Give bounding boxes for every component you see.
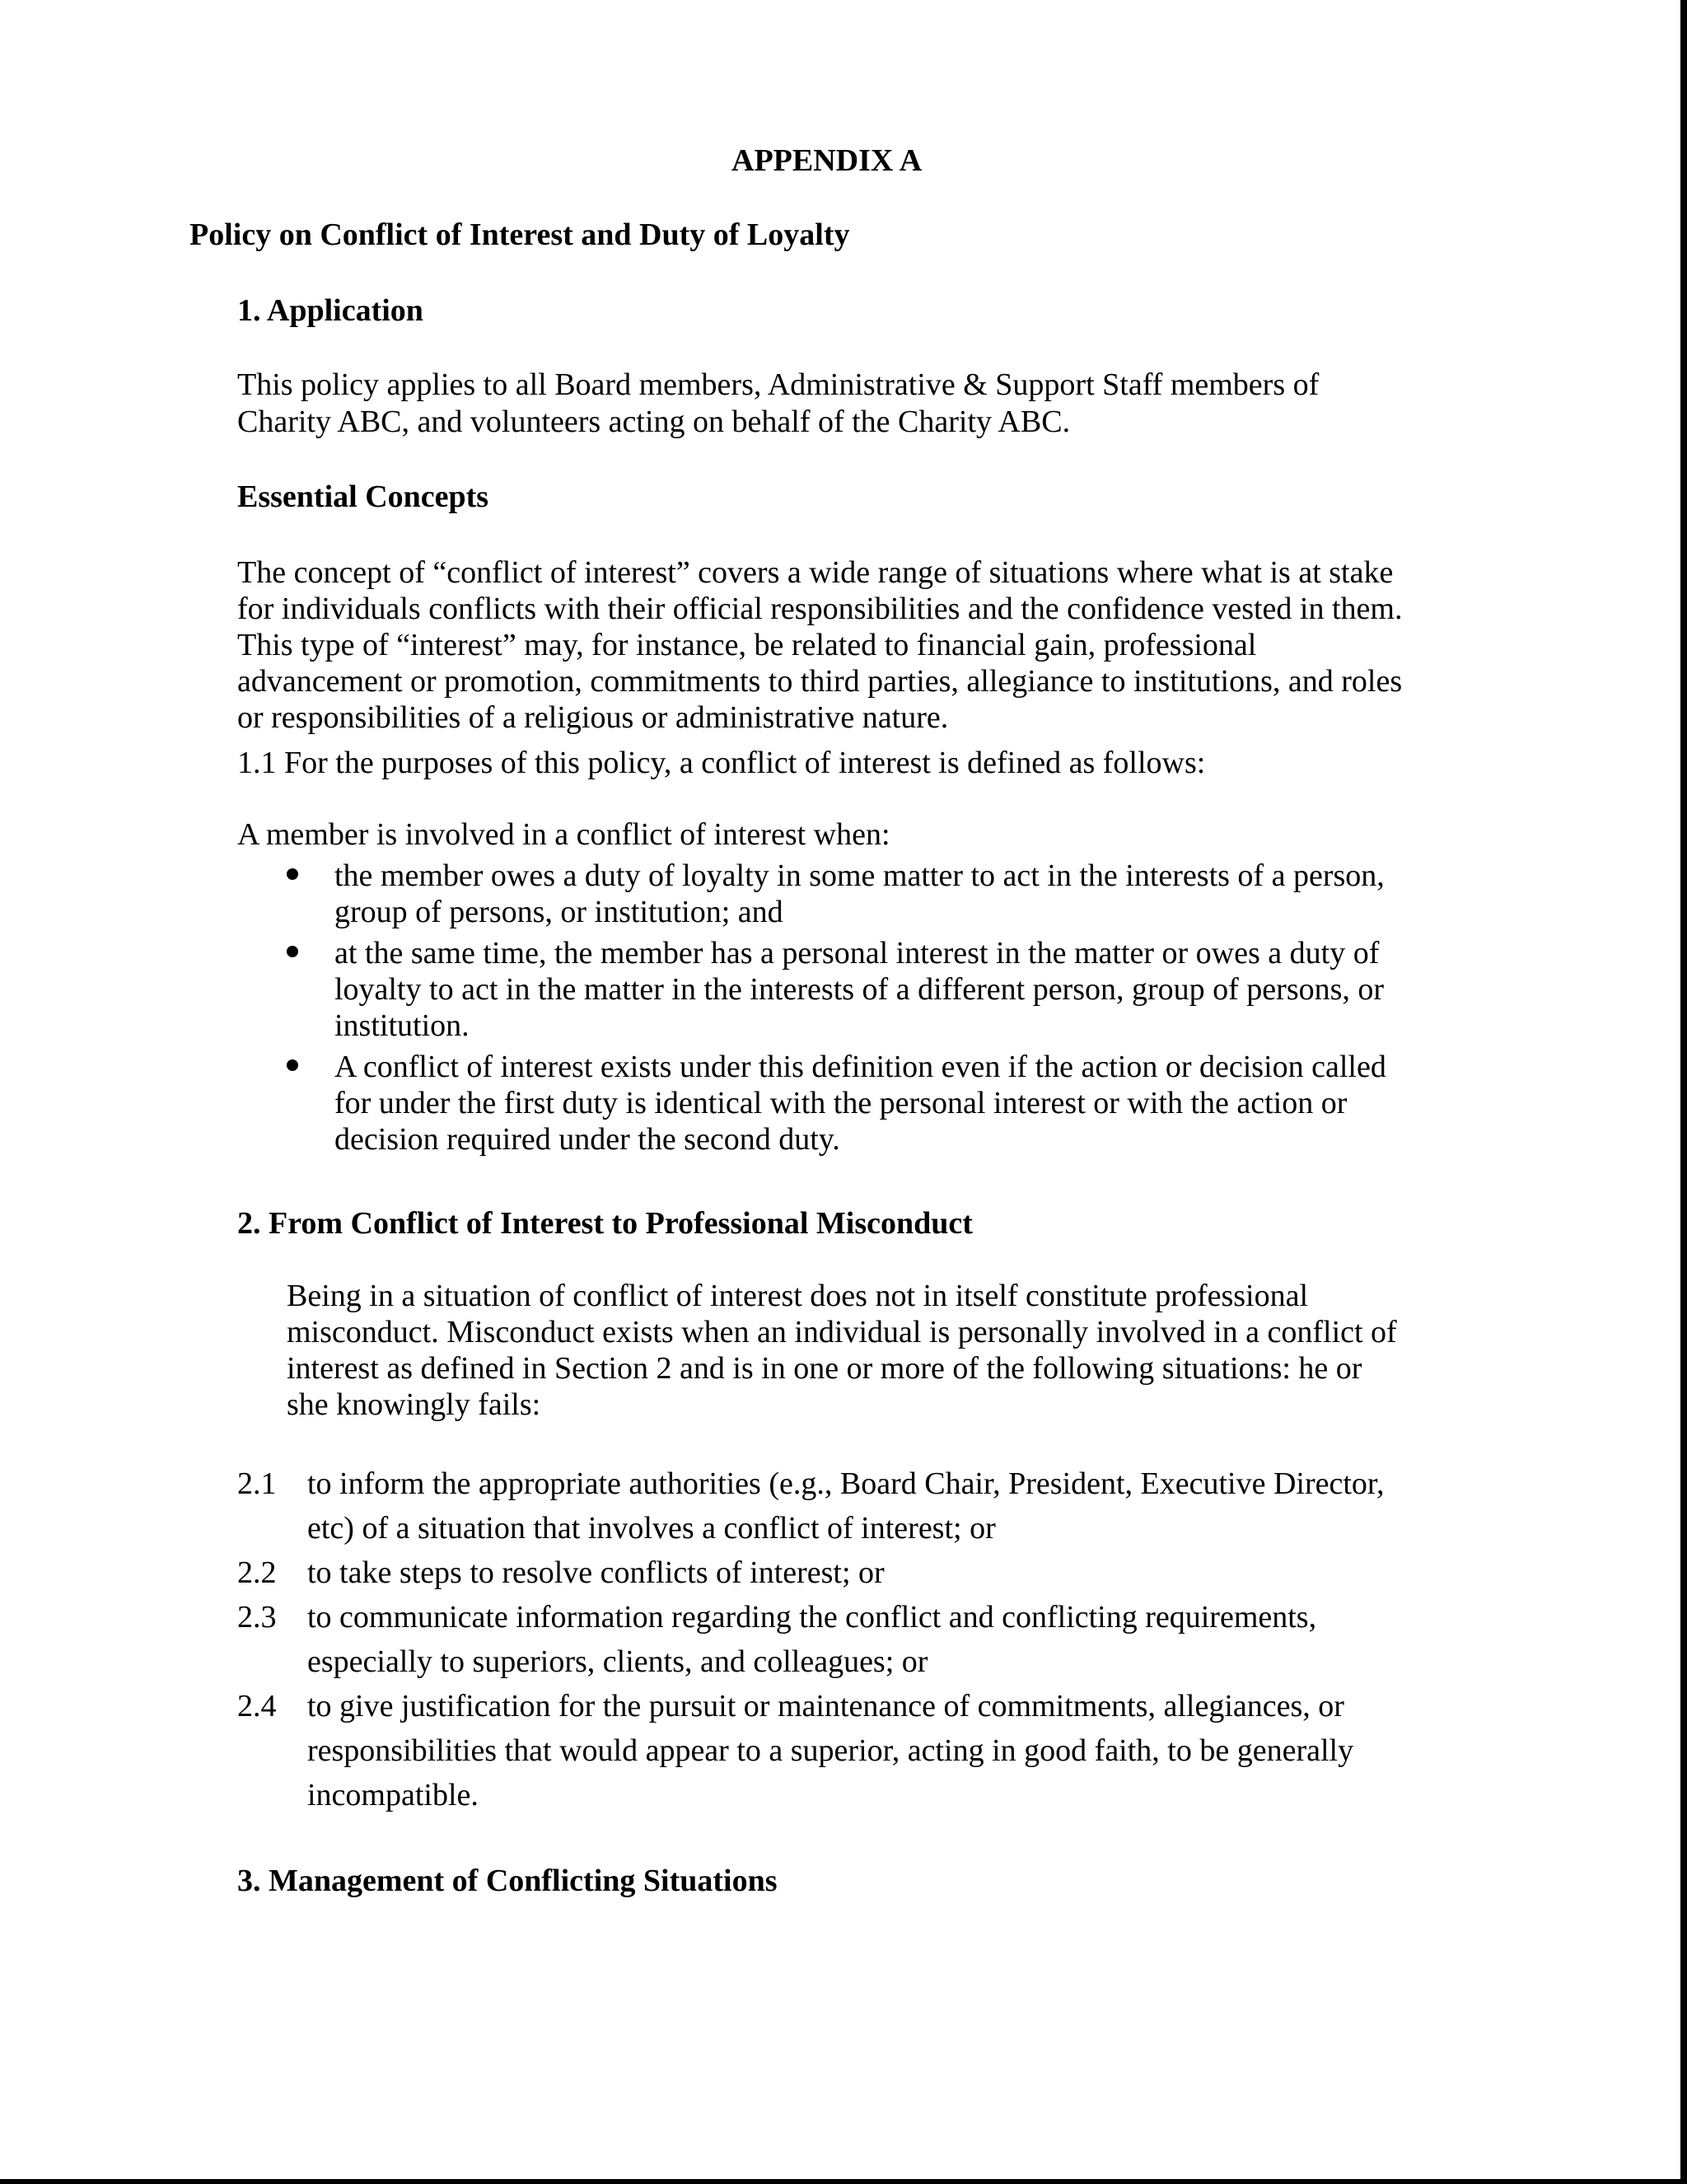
bullet-icon: [287, 1059, 298, 1071]
bullet-text-line: the member owes a duty of loyalty in some matter to act in the interests of a person,: [334, 858, 1385, 893]
item-text-line: etc) of a situation that involves a conflict of interest; or: [307, 1511, 996, 1546]
item-text-line: to communicate information regarding the conflict and conflicting requirements,: [307, 1600, 1317, 1634]
bullet-text-line: for under the first duty is identical with the personal interest or with the action or: [334, 1086, 1348, 1120]
section-1-heading: 1. Application: [237, 293, 423, 328]
item-text-line: to take steps to resolve conflicts of interest; or: [307, 1555, 885, 1590]
bullet-icon: [287, 946, 298, 957]
item-number: 2.2: [237, 1555, 277, 1590]
item-text-line: incompatible.: [307, 1778, 479, 1812]
item-number: 2.4: [237, 1689, 277, 1723]
member-intro: A member is involved in a conflict of interest when:: [237, 817, 890, 852]
misconduct-text-line: she knowingly fails:: [287, 1387, 541, 1422]
essential-text-line: This type of “interest” may, for instance, be related to financial gain, professional: [237, 628, 1257, 662]
page-edge-bottom: [0, 2179, 1687, 2184]
section-2-heading: 2. From Conflict of Interest to Professional Misconduct: [237, 1206, 973, 1241]
misconduct-text-line: Being in a situation of conflict of interest does not in itself constitute professional: [287, 1279, 1309, 1313]
misconduct-text-line: misconduct. Misconduct exists when an individual is personally involved in a conflict of: [287, 1315, 1397, 1349]
essential-text-line: The concept of “conflict of interest” covers a wide range of situations where what is at stake: [237, 555, 1394, 590]
section-3-heading: 3. Management of Conflicting Situations: [237, 1864, 778, 1898]
item-number: 2.3: [237, 1600, 277, 1634]
item-number: 2.1: [237, 1466, 277, 1501]
item-text-line: to inform the appropriate authorities (e.g., Board Chair, President, Executive Director,: [307, 1466, 1385, 1501]
bullet-text-line: A conflict of interest exists under this definition even if the action or decision called: [334, 1050, 1386, 1084]
bullet-text-line: at the same time, the member has a personal interest in the matter or owes a duty of: [334, 936, 1380, 970]
item-text-line: especially to superiors, clients, and colleagues; or: [307, 1644, 928, 1679]
essential-concepts-heading: Essential Concepts: [237, 479, 489, 514]
essential-text-line: advancement or promotion, commitments to third parties, allegiance to institutions, and roles: [237, 664, 1403, 699]
bullet-text-line: institution.: [334, 1008, 470, 1043]
page-edge-right: [1680, 0, 1687, 2184]
item-text-line: to give justification for the pursuit or maintenance of commitments, allegiances, or: [307, 1689, 1344, 1723]
policy-title: Policy on Conflict of Interest and Duty of Loyalty: [189, 217, 850, 252]
item-text-line: responsibilities that would appear to a superior, acting in good faith, to be generally: [307, 1733, 1354, 1768]
definition-intro: 1.1 For the purposes of this policy, a conflict of interest is defined as follows:: [237, 746, 1206, 780]
essential-text-line: for individuals conflicts with their official responsibilities and the confidence vested in them.: [237, 592, 1403, 626]
misconduct-text-line: interest as defined in Section 2 and is in one or more of the following situations: he or: [287, 1351, 1362, 1386]
application-text-line: Charity ABC, and volunteers acting on behalf of the Charity ABC.: [237, 405, 1071, 439]
bullet-text-line: decision required under the second duty.: [334, 1122, 840, 1157]
bullet-icon: [287, 868, 298, 880]
application-text-line: This policy applies to all Board members, Administrative & Support Staff members of: [237, 367, 1320, 402]
bullet-text-line: loyalty to act in the matter in the interests of a different person, group of persons, or: [334, 972, 1385, 1007]
bullet-text-line: group of persons, or institution; and: [334, 895, 783, 929]
essential-text-line: or responsibilities of a religious or administrative nature.: [237, 700, 949, 735]
appendix-title: APPENDIX A: [731, 143, 923, 178]
